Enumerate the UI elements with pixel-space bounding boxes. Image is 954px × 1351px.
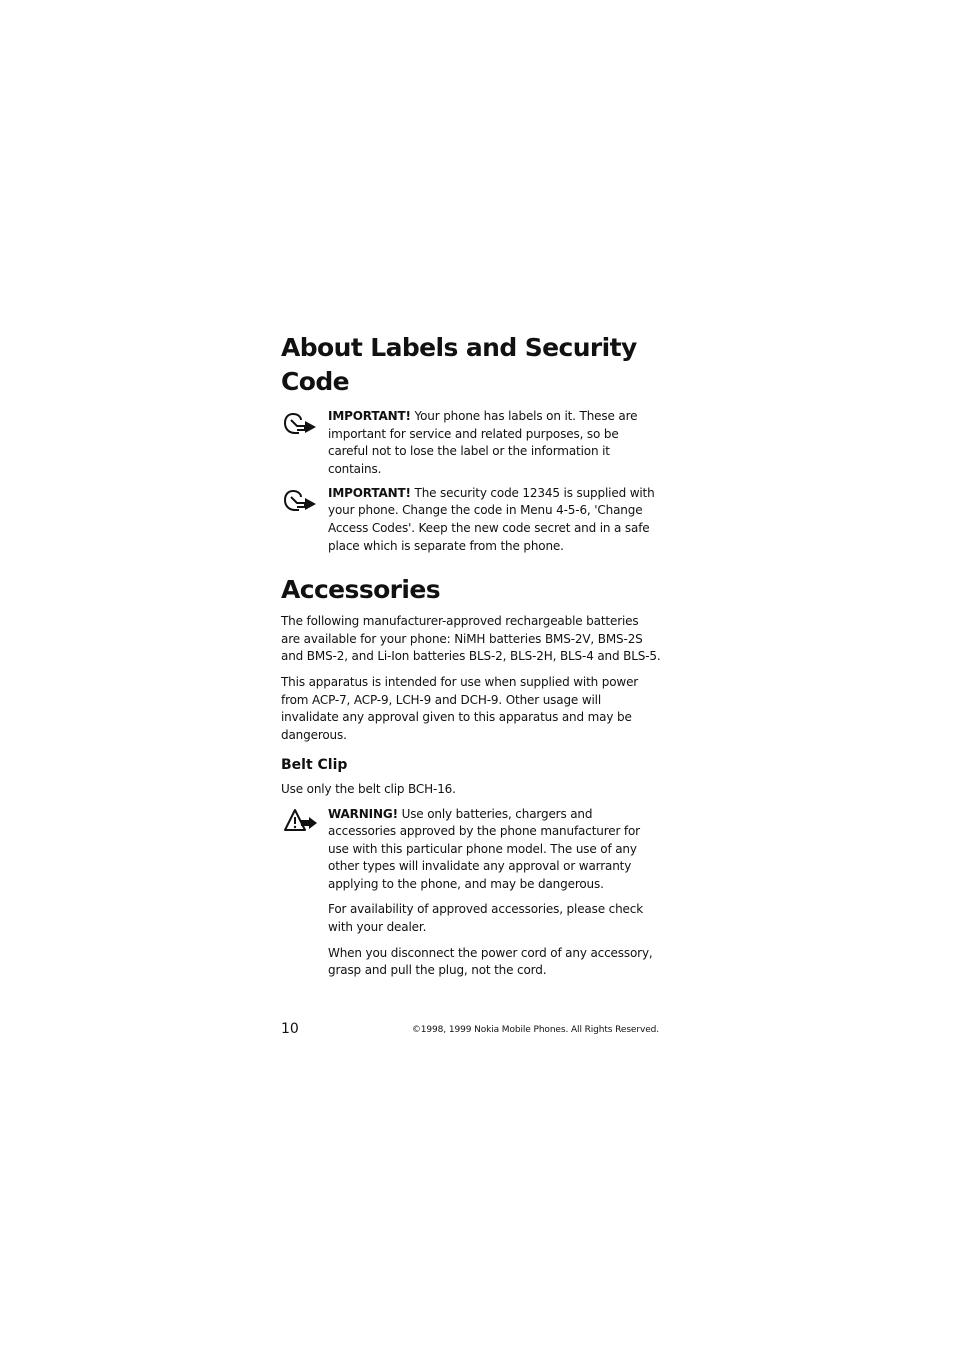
important-note-text bbox=[328, 485, 661, 555]
belt-clip-heading: Belt Clip bbox=[281, 757, 348, 774]
important-note-labels bbox=[281, 408, 661, 478]
page-footer bbox=[281, 1018, 659, 1040]
important-note-text bbox=[328, 408, 661, 478]
belt-clip-text: Use only the belt clip BCH-16. bbox=[281, 782, 456, 797]
important-hand-icon bbox=[283, 487, 319, 513]
warning-note bbox=[281, 806, 661, 980]
section-title-accessories: Accessories bbox=[281, 575, 441, 605]
note-body: Your phone has labels on it. These are important for service and related purposes, so be careful not to lose the label or the information it contains. bbox=[328, 409, 638, 476]
note-lead: IMPORTANT! bbox=[328, 485, 411, 500]
important-hand-icon bbox=[283, 410, 319, 436]
page-number: 10 bbox=[281, 1021, 299, 1037]
section-title-labels: About Labels and Security Code bbox=[281, 333, 637, 396]
warning-body: Use only batteries, chargers and accessories approved by the phone manufacturer for use with this particular phone model. The use of any other types will invalidate any approval or warranty applying to the phone, and may be dangerous. bbox=[328, 806, 640, 891]
warning-text bbox=[328, 806, 661, 894]
warning-lead: WARNING! bbox=[328, 806, 398, 821]
page-content bbox=[281, 330, 661, 986]
note-lead: IMPORTANT! bbox=[328, 409, 411, 423]
batteries-paragraph: The following manufacturer-approved rechargeable batteries are available for your phone: NiMH batteries BMS-2V, BMS-2S and BMS-2, and Li-Ion batteries BLS-2, BLS-2H, BLS-4 and BLS-5. bbox=[281, 614, 661, 664]
important-note-security bbox=[281, 485, 661, 555]
warning-triangle-icon bbox=[283, 808, 319, 834]
copyright-notice: ©1998, 1999 Nokia Mobile Phones. All Rights Reserved. bbox=[411, 1025, 659, 1035]
availability-text: For availability of approved accessories, please check with your dealer. bbox=[328, 902, 644, 935]
power-paragraph: This apparatus is intended for use when supplied with power from ACP-7, ACP-9, LCH-9 and DCH-9. Other usage will invalidate any approval given to this apparatus and may be dangerous. bbox=[281, 675, 639, 742]
disconnect-text: When you disconnect the power cord of any accessory, grasp and pull the plug, not the cord. bbox=[328, 945, 653, 978]
note-body: The security code 12345 is supplied with your phone. Change the code in Menu 4-5-6, 'Change Access Codes'. Keep the new code secret and in a safe place which is separate from the phone. bbox=[328, 485, 655, 553]
